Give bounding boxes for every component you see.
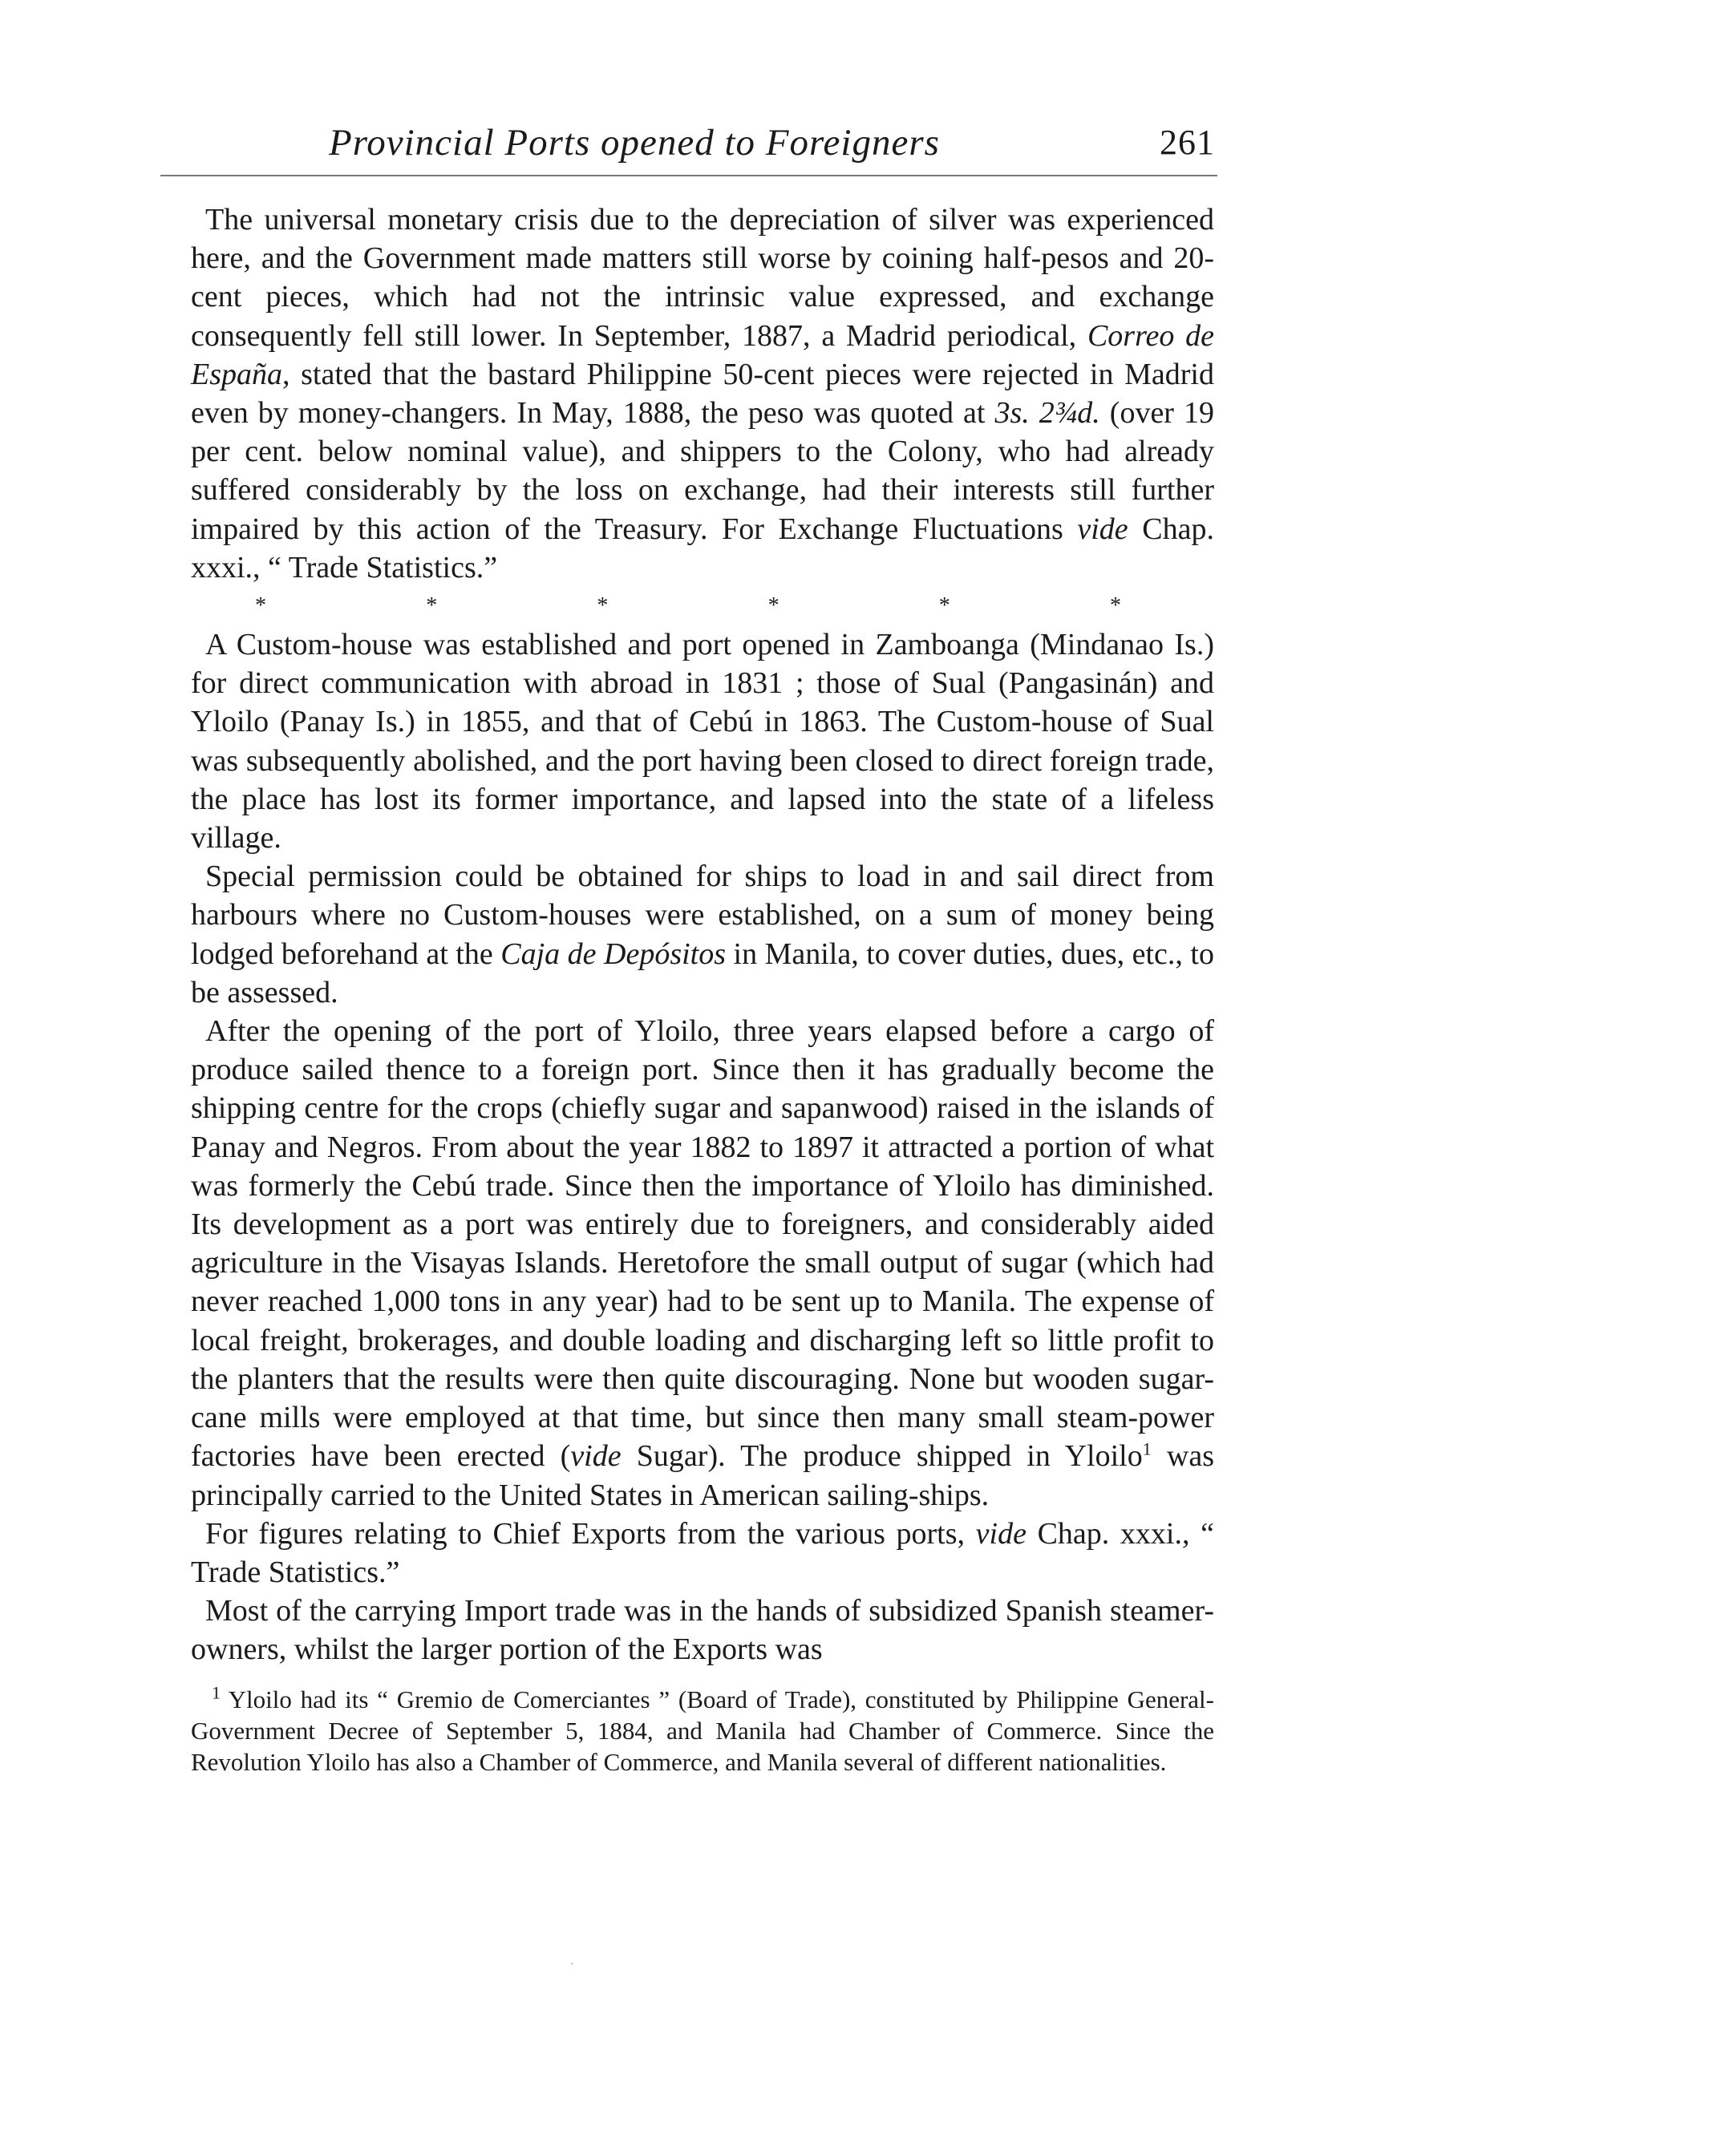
paragraph-custom-houses: A Custom-house was established and port opened in Zamboanga (Mindanao Is.) for direct communication with abroad in 1831 ; those of Sual (Pangasinán) and Yloilo (Panay Is.) in 1855, and that of Cebú in 1863. The Custom-house of Sual was subsequently abolished, and the port having been closed to direct foreign trade, the place has lost its former importance, and lapsed into the state of a lifeless village. (191, 628, 1214, 856)
asterisk: * (938, 593, 950, 619)
asterisk: * (1109, 593, 1121, 619)
text-run: was principally carried to the United States in American sailing-ships. (191, 1439, 1215, 1512)
paragraph-yloilo-port (191, 1012, 1214, 1515)
text-run: Chap. xxxi., “ Trade Statistics.” (191, 1516, 1214, 1589)
paragraph-chief-exports (191, 1515, 1214, 1592)
asterisk: * (767, 593, 779, 619)
text-run: For figures relating to Chief Exports from the various ports, (205, 1516, 976, 1551)
caja-de-depositos: Caja de Depósitos (500, 936, 727, 971)
exchange-rate: 3s. 2¾d. (994, 396, 1100, 431)
periodical-title: Correo de España (191, 318, 1215, 391)
text-run: Special permission could be obtained for ships to load in and sail direct from harbours where no Custom-houses were established, on a sum of money being lodged beforehand at the (191, 860, 1214, 971)
text-run: After the opening of the port of Yloilo, three years elapsed before a cargo of produce sailed thence to a foreign port. Since then it has gradually become the shipping centre for the crops (chiefly sugar and sapanwood) raised in the islands of Panay and Negros. From about the year 1882 to 1897 it attracted a portion of what was formerly the Cebú trade. Since then the importance of Yloilo has diminished. Its development as a port was entirely due to foreigners, and considerably aided agriculture in the Visayas Islands. Heretofore the small output of sugar (which had never reached 1,000 tons in any year) had to be sent up to Manila. The expense of local freight, brokerages, and double loading and discharging left so little profit to the planters that the results were then quite discouraging. None but wooden sugar-cane mills were employed at that time, but since then many small steam-power factories have been erected ( (191, 1014, 1214, 1474)
asterisk: * (255, 593, 266, 619)
section-break-asterisks (255, 587, 1121, 625)
footnote-reference: 1 (1142, 1438, 1152, 1459)
text-run: (over 19 per cent. below nominal value), and shippers to the Colony, who had already suffered considerably by the loss on exchange, had their interests still further impaired by this action of the Treasury. For Exchange Fluctuations (191, 396, 1214, 546)
body-text (191, 200, 1214, 1778)
text-run: Sugar). The produce shipped in Yloilo (621, 1439, 1143, 1474)
page-number: 261 (1160, 123, 1215, 162)
paragraph-special-permission (191, 857, 1214, 1012)
text-run: in Manila, to cover duties, dues, etc., to be assessed. (191, 936, 1214, 1009)
footnote-text: Yloilo had its “ Gremio de Comerciantes ” (Board of Trade), constituted by Philippine General-Government Decree of September 5, 1884, and Manila had Chamber of Commerce. Since the Revolution Yloilo has also a Chamber of Commerce, and Manila several of different nationalities. (191, 1685, 1214, 1776)
text-run: The universal monetary crisis due to the depreciation of silver was experienced here, and the Government made matters still worse by coining half-pesos and 20-cent pieces, which had not the intrinsic value expressed, and exchange consequently fell still lower. In September, 1887, a Madrid periodical, (191, 203, 1214, 353)
text-run: Chap. xxxi., “ Trade Statistics.” (191, 512, 1214, 585)
asterisk: * (426, 593, 438, 619)
footnote-marker: 1 (212, 1682, 221, 1703)
header-rule (160, 175, 1217, 176)
vide-reference: vide (570, 1439, 622, 1474)
footnote (191, 1684, 1214, 1778)
text-run: , stated that the bastard Philippine 50-cent pieces were rejected in Madrid even by money-changers. In May, 1888, the peso was quoted at (191, 357, 1214, 431)
vide-reference: vide (1077, 512, 1128, 546)
page-header (160, 119, 1215, 175)
paragraph-import-trade: Most of the carrying Import trade was in the hands of subsidized Spanish steamer-owners, whilst the larger portion of the Exports was (191, 1594, 1214, 1667)
vide-reference: vide (975, 1516, 1026, 1551)
paragraph-monetary-crisis (191, 200, 1214, 587)
page-speck (571, 1963, 573, 1964)
running-title: Provincial Ports opened to Foreigners (329, 122, 940, 164)
asterisk: * (597, 593, 609, 619)
